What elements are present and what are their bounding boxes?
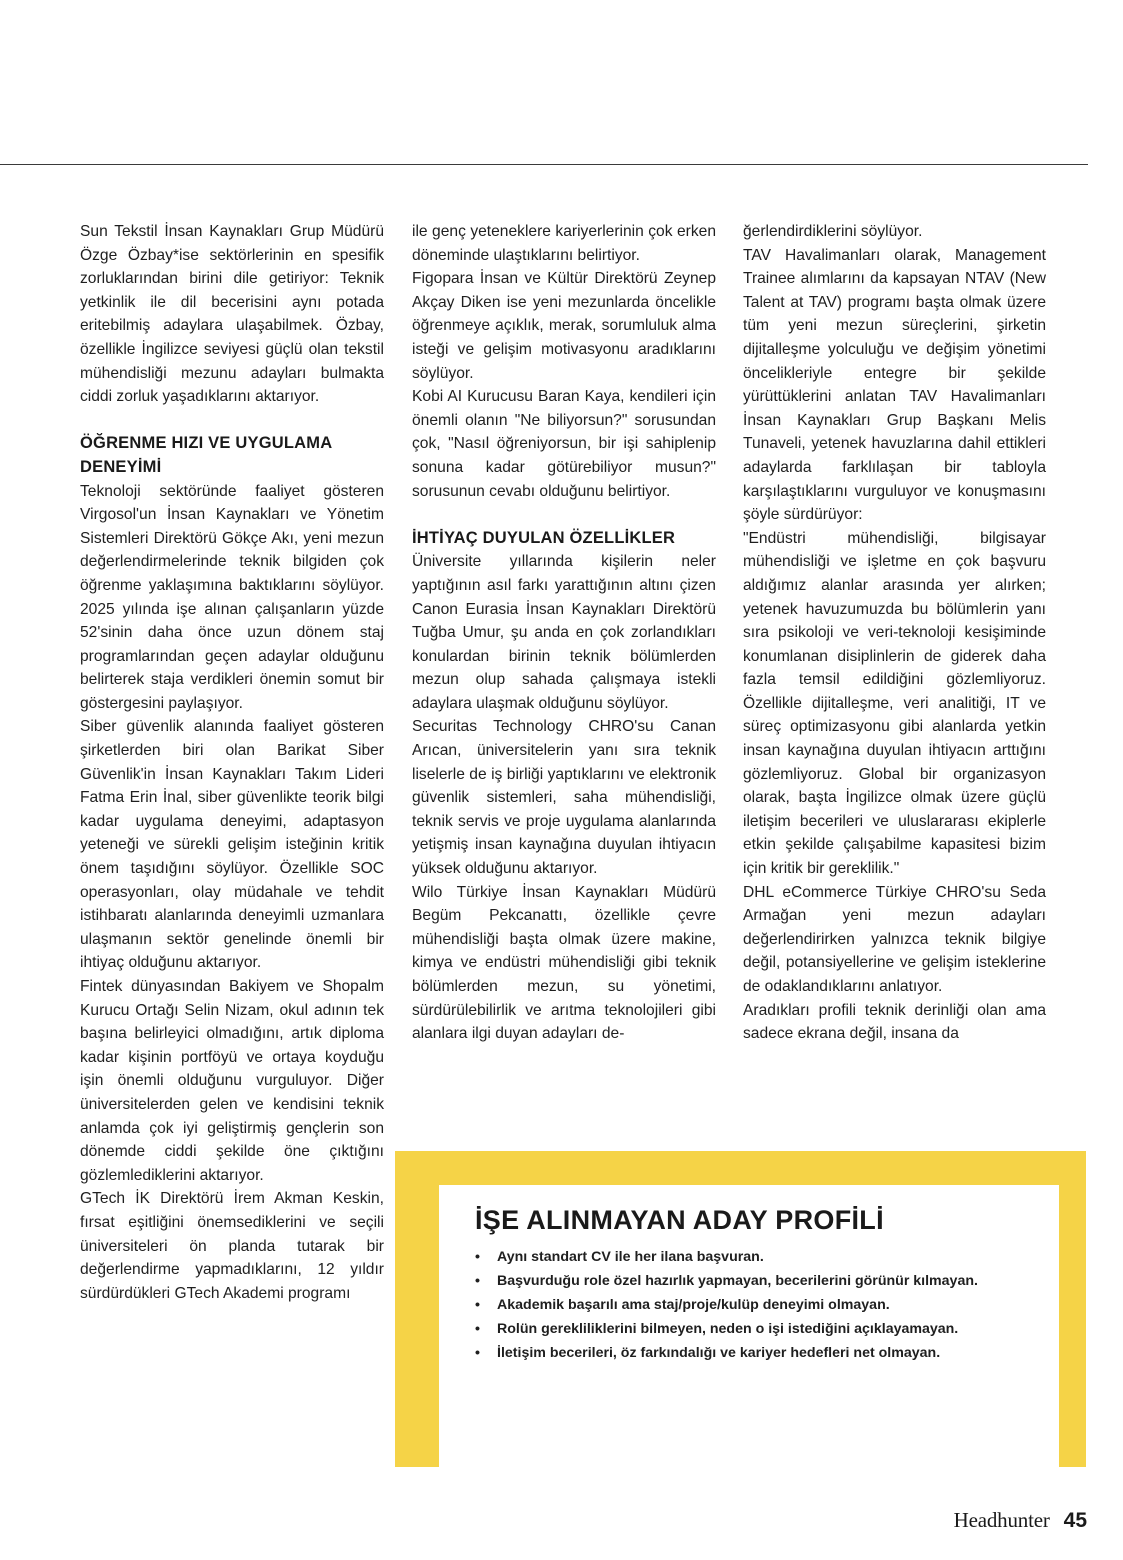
section-heading: ÖĞRENME HIZI VE UYGULAMA DENEYİMİ (80, 434, 332, 476)
paragraph: Kobi AI Kurucusu Baran Kaya, kendileri için önemli olanın "Ne biliyorsun?" sorusundan çok, "Nasıl öğreniyorsun, bir işi sahiplenip sonuna kadar götürebiliyor musun?" sorusunun cevabı olduğunu belirtiyor. (412, 388, 716, 500)
paragraph: Fintek dünyasından Bakiyem ve Shopalm Kurucu Ortağı Selin Nizam, okul adının tek başına belirleyici olmadığını, artık diploma kadar kişinin portföyü ve ortaya koyduğu işin önemli olduğunu vurguluyor. Diğer üniversitelerden gelen ve kendisini teknik anlamda çok iyi geliştirmiş gençlerin son dönemde ciddi şekilde öne çıktığını gözlemlediklerini aktarıyor. (80, 978, 384, 1184)
sidebar-box-list (475, 1245, 1045, 1365)
paragraph: TAV Havalimanları olarak, Management Trainee alımlarını da kapsayan NTAV (New Talent at TAV) programı başta olmak üzere tüm yeni mezun süreçlerini, şirketin dijitalleşme yolculuğu ve değişim yönetimi öncelikleriyle entegre bir şekilde yürüttüklerini anlatan TAV Havalimanları İnsan Kaynakları Grup Başkanı Melis Tunaveli, yetenek havuzlarına dahil ettikleri adaylarda farklılaşan bir tabloyla karşılaştıklarını vurguluyor ve konuşmasını şöyle sürdürüyor: (743, 246, 1046, 524)
sidebar-box-content (475, 1205, 1045, 1365)
page-footer (954, 1508, 1087, 1533)
paragraph: Aradıkları profili teknik derinliği olan ama sadece ekrana değil, insana da (743, 1001, 1046, 1043)
list-item: • İletişim becerileri, öz farkındalığı ve kariyer hedefleri net olmayan. (475, 1341, 1045, 1365)
paragraph: "Endüstri mühendisliği, bilgisayar mühendisliği ve işletme en çok başvuru aldığımız alanlar arasında yer alırken; yetenek havuzumuzda bu bölümlerin yanı sıra psikoloji ve veri-teknoloji kesişiminde konumlanan disiplinlerin de giderek daha fazla temsil edildiğini gözlemliyoruz. Özellikle dijitalleşme, veri analitiği, IT ve süreç optimizasyonu gibi alanlarda yetkin insan kaynağına duyulan ihtiyacın arttığını gözlemliyoruz. Global bir organizasyon olarak, başta İngilizce olmak üzere güçlü iletişim becerileri ve uluslararası ekiplerle etkin şekilde çalışabilme kapasitesi bizim için kritik bir gereklilik." (743, 529, 1046, 878)
paragraph: Figopara İnsan ve Kültür Direktörü Zeynep Akçay Diken ise yeni mezunlarda öncelikle öğrenmeye açıklık, merak, sorumluluk alma isteği ve gelişim motivasyonu aradıklarını söylüyor. (412, 270, 716, 382)
article-column-3 (743, 220, 1046, 1046)
publication-name: Headhunter (953, 1508, 1050, 1532)
paragraph: Sun Tekstil İnsan Kaynakları Grup Müdürü Özge Özbay*ise sektörlerinin en spesifik zorluklarından birini dile getiriyor: Teknik yetkinlik ile dil becerisini aynı potada eritebilmiş adaylara ulaşabilmek. Özbay, özellikle İngilizce seviyesi güçlü olan tekstil mühendisliği mezunu adayları bulmakta ciddi zorluk yaşadıklarını aktarıyor. (80, 223, 384, 406)
sidebar-box-title: İŞE ALINMAYAN ADAY PROFİLİ (475, 1205, 884, 1235)
article-column-1 (80, 220, 384, 1305)
paragraph: Üniversite yıllarında kişilerin neler yaptığının asıl farkı yarattığının altını çizen Canon Eurasia İnsan Kaynakları Direktörü Tuğba Umur, şu anda en çok zorlandıkları konulardan birinin teknik bölümlerden mezun olup sahada çalışmaya istekli adaylara ulaşmak olduğunu söylüyor. (412, 553, 716, 712)
paragraph: Siber güvenlik alanında faaliyet gösteren şirketlerden biri olan Barikat Siber Güvenlik'in İnsan Kaynakları Takım Lideri Fatma Erin İnal, siber güvenlikte teorik bilgi kadar uygulama deneyimi, adaptasyon yeteneği ve sürekli gelişim isteğinin kritik önem taşıdığını söylüyor. Özellikle SOC operasyonları, olay müdahale ve tehdit istihbaratı alanlarında deneyimli uzmanlara ulaşmanın sektör genelinde önemli bir ihtiyaç olduğunu aktarıyor. (80, 718, 384, 972)
list-item: • Akademik başarılı ama staj/proje/kulüp deneyimi olmayan. (475, 1293, 1045, 1317)
list-item: • Rolün gerekliliklerini bilmeyen, neden o işi istediğini açıklayamayan. (475, 1317, 1045, 1341)
paragraph: Securitas Technology CHRO'su Canan Arıcan, üniversitelerin yanı sıra teknik liselerle de iş birliği yaptıklarını ve elektronik güvenlik sistemleri, saha mühendisliği, teknik servis ve proje uygulama alanlarında yetişmiş insan kaynağına duyulan ihtiyacın yüksek olduğunu aktarıyor. (412, 718, 716, 878)
paragraph: ğerlendirdiklerini söylüyor. (743, 223, 923, 240)
header-rule (0, 164, 1088, 165)
page-number: 45 (1063, 1509, 1087, 1532)
paragraph: GTech İK Direktörü İrem Akman Keskin, fırsat eşitliğini önemsediklerini ve seçili üniversiteleri ön planda tutarak bir değerlendirme yapmadıklarını, 12 yıldır sürdürdükleri GTech Akademi programı (80, 1190, 384, 1302)
paragraph: ile genç yeteneklere kariyerlerinin çok erken döneminde ulaştıklarını belirtiyor. (412, 223, 716, 264)
paragraph: DHL eCommerce Türkiye CHRO'su Seda Armağan yeni mezun adayları değerlendirirken yalnızca teknik bilgiye değil, potansiyellerine ve gelişim isteklerine de odaklandıklarını anlatıyor. (743, 883, 1046, 995)
paragraph: Teknoloji sektöründe faaliyet gösteren Virgosol'un İnsan Kaynakları ve Yönetim Sistemleri Direktörü Gökçe Akı, yeni mezun değerlendirmelerinde teknik bilgiden çok öğrenme yaklaşımına baktıklarını söylüyor. 2025 yılında işe alınan çalışanların yüzde 52'sinin daha önce uzun dönem staj programlarından geçen adaylar olduğunu belirterek staja verdikleri önemin somut bir göstergesini paylaşıyor. (80, 482, 384, 712)
paragraph: Wilo Türkiye İnsan Kaynakları Müdürü Begüm Pekcanattı, özellikle çevre mühendisliği başta olmak üzere makine, kimya ve endüstri mühendisliği gibi teknik bölümlerden mezun, su yönetimi, sürdürülebilirlik ve arıtma teknolojileri gibi alanlara ilgi duyan adayları de- (412, 883, 716, 1043)
list-item: • Başvurduğu role özel hazırlık yapmayan, becerilerini görünür kılmayan. (475, 1269, 1045, 1293)
section-heading: İHTİYAÇ DUYULAN ÖZELLİKLER (412, 528, 676, 547)
article-column-2 (412, 220, 716, 1046)
list-item: • Aynı standart CV ile her ilana başvuran. (475, 1245, 1045, 1269)
